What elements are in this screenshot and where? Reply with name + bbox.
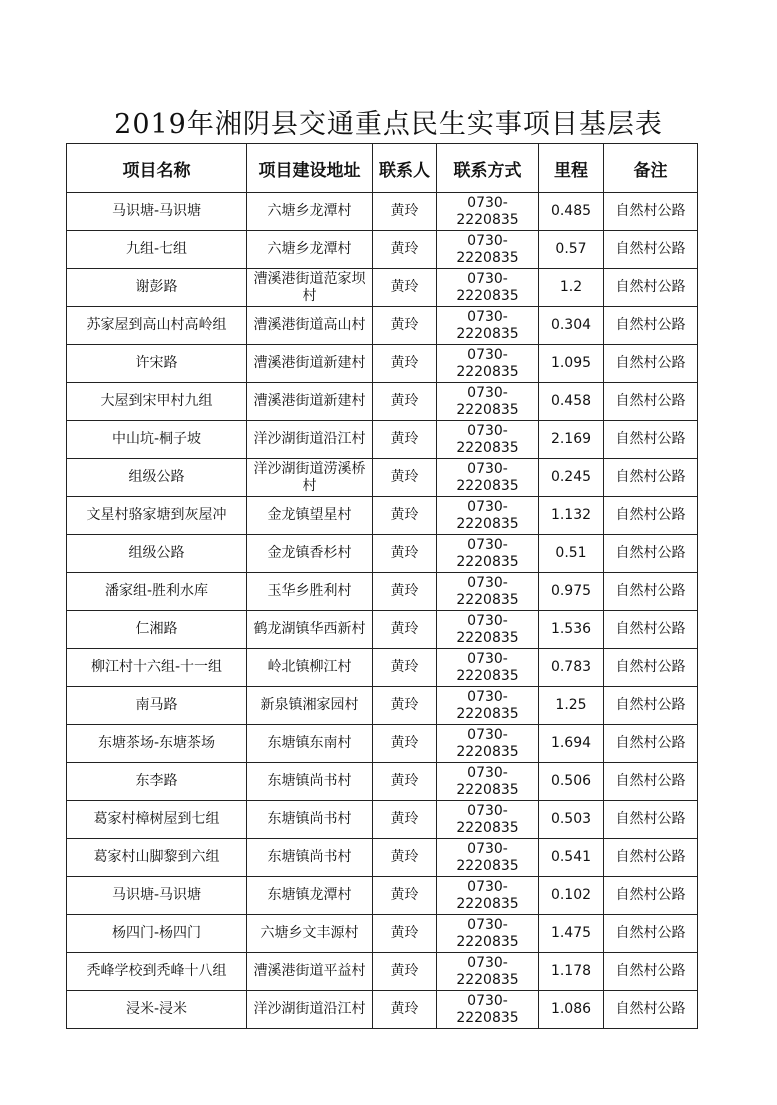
address-cell: 岭北镇柳江村 xyxy=(247,649,373,687)
project-name-cell: 文星村骆家塘到灰屋冲 xyxy=(67,497,247,535)
table-row xyxy=(67,877,698,915)
contact-person-cell: 黄玲 xyxy=(373,535,437,573)
project-name-cell: 组级公路 xyxy=(67,535,247,573)
mileage-cell: 0.783 xyxy=(539,649,604,687)
project-name-cell: 马识塘-马识塘 xyxy=(67,193,247,231)
table-row xyxy=(67,345,698,383)
contact-person-cell: 黄玲 xyxy=(373,459,437,497)
contact-person-cell: 黄玲 xyxy=(373,687,437,725)
phone-cell: 0730-2220835 xyxy=(437,763,539,801)
mileage-cell: 1.095 xyxy=(539,345,604,383)
contact-person-cell: 黄玲 xyxy=(373,345,437,383)
phone-cell: 0730-2220835 xyxy=(437,193,539,231)
header-contact-person: 联系人 xyxy=(373,144,437,193)
mileage-cell: 0.975 xyxy=(539,573,604,611)
remarks-cell: 自然村公路 xyxy=(604,649,698,687)
contact-person-cell: 黄玲 xyxy=(373,611,437,649)
mileage-cell: 1.086 xyxy=(539,991,604,1029)
contact-person-cell: 黄玲 xyxy=(373,763,437,801)
remarks-cell: 自然村公路 xyxy=(604,421,698,459)
table-row xyxy=(67,725,698,763)
mileage-cell: 1.2 xyxy=(539,269,604,307)
table-row xyxy=(67,687,698,725)
phone-cell: 0730-2220835 xyxy=(437,877,539,915)
phone-cell: 0730-2220835 xyxy=(437,573,539,611)
address-cell: 洋沙湖街道涝溪桥村 xyxy=(247,459,373,497)
address-cell: 东塘镇尚书村 xyxy=(247,839,373,877)
table-row xyxy=(67,269,698,307)
remarks-cell: 自然村公路 xyxy=(604,535,698,573)
address-cell: 东塘镇尚书村 xyxy=(247,763,373,801)
mileage-cell: 0.102 xyxy=(539,877,604,915)
table-row xyxy=(67,801,698,839)
contact-person-cell: 黄玲 xyxy=(373,915,437,953)
table-row xyxy=(67,611,698,649)
header-project-name: 项目名称 xyxy=(67,144,247,193)
project-name-cell: 浸米-浸米 xyxy=(67,991,247,1029)
address-cell: 金龙镇香杉村 xyxy=(247,535,373,573)
header-address: 项目建设地址 xyxy=(247,144,373,193)
phone-cell: 0730-2220835 xyxy=(437,801,539,839)
project-name-cell: 潘家组-胜利水库 xyxy=(67,573,247,611)
mileage-cell: 0.245 xyxy=(539,459,604,497)
project-name-cell: 杨四门-杨四门 xyxy=(67,915,247,953)
table-row xyxy=(67,231,698,269)
project-name-cell: 许宋路 xyxy=(67,345,247,383)
address-cell: 六塘乡文丰源村 xyxy=(247,915,373,953)
project-name-cell: 仁湘路 xyxy=(67,611,247,649)
remarks-cell: 自然村公路 xyxy=(604,611,698,649)
mileage-cell: 0.57 xyxy=(539,231,604,269)
address-cell: 玉华乡胜利村 xyxy=(247,573,373,611)
address-cell: 漕溪港街道新建村 xyxy=(247,345,373,383)
phone-cell: 0730-2220835 xyxy=(437,725,539,763)
contact-person-cell: 黄玲 xyxy=(373,497,437,535)
remarks-cell: 自然村公路 xyxy=(604,991,698,1029)
phone-cell: 0730-2220835 xyxy=(437,421,539,459)
contact-person-cell: 黄玲 xyxy=(373,839,437,877)
phone-cell: 0730-2220835 xyxy=(437,535,539,573)
address-cell: 漕溪港街道新建村 xyxy=(247,383,373,421)
remarks-cell: 自然村公路 xyxy=(604,877,698,915)
mileage-cell: 1.536 xyxy=(539,611,604,649)
phone-cell: 0730-2220835 xyxy=(437,649,539,687)
project-name-cell: 组级公路 xyxy=(67,459,247,497)
mileage-cell: 0.503 xyxy=(539,801,604,839)
project-name-cell: 葛家村樟树屋到七组 xyxy=(67,801,247,839)
header-remarks: 备注 xyxy=(604,144,698,193)
address-cell: 东塘镇龙潭村 xyxy=(247,877,373,915)
mileage-cell: 1.694 xyxy=(539,725,604,763)
table-row xyxy=(67,573,698,611)
contact-person-cell: 黄玲 xyxy=(373,991,437,1029)
remarks-cell: 自然村公路 xyxy=(604,687,698,725)
remarks-cell: 自然村公路 xyxy=(604,953,698,991)
address-cell: 六塘乡龙潭村 xyxy=(247,193,373,231)
table-row xyxy=(67,307,698,345)
header-row xyxy=(67,144,698,193)
mileage-cell: 2.169 xyxy=(539,421,604,459)
contact-person-cell: 黄玲 xyxy=(373,231,437,269)
phone-cell: 0730-2220835 xyxy=(437,383,539,421)
address-cell: 金龙镇望星村 xyxy=(247,497,373,535)
table-row xyxy=(67,763,698,801)
mileage-cell: 0.506 xyxy=(539,763,604,801)
remarks-cell: 自然村公路 xyxy=(604,459,698,497)
address-cell: 洋沙湖街道沿江村 xyxy=(247,991,373,1029)
project-table xyxy=(66,143,698,1029)
contact-person-cell: 黄玲 xyxy=(373,877,437,915)
phone-cell: 0730-2220835 xyxy=(437,687,539,725)
project-name-cell: 柳江村十六组-十一组 xyxy=(67,649,247,687)
header-mileage: 里程 xyxy=(539,144,604,193)
contact-person-cell: 黄玲 xyxy=(373,953,437,991)
address-cell: 洋沙湖街道沿江村 xyxy=(247,421,373,459)
mileage-cell: 1.475 xyxy=(539,915,604,953)
table-row xyxy=(67,649,698,687)
contact-person-cell: 黄玲 xyxy=(373,383,437,421)
contact-person-cell: 黄玲 xyxy=(373,573,437,611)
remarks-cell: 自然村公路 xyxy=(604,839,698,877)
contact-person-cell: 黄玲 xyxy=(373,421,437,459)
remarks-cell: 自然村公路 xyxy=(604,307,698,345)
document-title: 2019年湘阴县交通重点民生实事项目基层表 xyxy=(114,109,663,140)
remarks-cell: 自然村公路 xyxy=(604,915,698,953)
remarks-cell: 自然村公路 xyxy=(604,345,698,383)
address-cell: 新泉镇湘家园村 xyxy=(247,687,373,725)
remarks-cell: 自然村公路 xyxy=(604,763,698,801)
remarks-cell: 自然村公路 xyxy=(604,725,698,763)
address-cell: 漕溪港街道高山村 xyxy=(247,307,373,345)
project-name-cell: 东塘茶场-东塘茶场 xyxy=(67,725,247,763)
contact-person-cell: 黄玲 xyxy=(373,269,437,307)
address-cell: 东塘镇尚书村 xyxy=(247,801,373,839)
phone-cell: 0730-2220835 xyxy=(437,459,539,497)
table-row xyxy=(67,535,698,573)
address-cell: 漕溪港街道平益村 xyxy=(247,953,373,991)
project-name-cell: 马识塘-马识塘 xyxy=(67,877,247,915)
project-name-cell: 秃峰学校到秃峰十八组 xyxy=(67,953,247,991)
mileage-cell: 1.132 xyxy=(539,497,604,535)
phone-cell: 0730-2220835 xyxy=(437,839,539,877)
address-cell: 六塘乡龙潭村 xyxy=(247,231,373,269)
address-cell: 漕溪港街道范家坝村 xyxy=(247,269,373,307)
phone-cell: 0730-2220835 xyxy=(437,231,539,269)
header-contact-phone: 联系方式 xyxy=(437,144,539,193)
contact-person-cell: 黄玲 xyxy=(373,725,437,763)
phone-cell: 0730-2220835 xyxy=(437,269,539,307)
project-name-cell: 苏家屋到高山村高岭组 xyxy=(67,307,247,345)
contact-person-cell: 黄玲 xyxy=(373,193,437,231)
phone-cell: 0730-2220835 xyxy=(437,345,539,383)
remarks-cell: 自然村公路 xyxy=(604,269,698,307)
remarks-cell: 自然村公路 xyxy=(604,573,698,611)
phone-cell: 0730-2220835 xyxy=(437,991,539,1029)
remarks-cell: 自然村公路 xyxy=(604,801,698,839)
table-row xyxy=(67,839,698,877)
mileage-cell: 0.541 xyxy=(539,839,604,877)
table-row xyxy=(67,421,698,459)
remarks-cell: 自然村公路 xyxy=(604,383,698,421)
table-row xyxy=(67,953,698,991)
phone-cell: 0730-2220835 xyxy=(437,611,539,649)
project-name-cell: 东李路 xyxy=(67,763,247,801)
address-cell: 东塘镇东南村 xyxy=(247,725,373,763)
phone-cell: 0730-2220835 xyxy=(437,915,539,953)
mileage-cell: 0.304 xyxy=(539,307,604,345)
contact-person-cell: 黄玲 xyxy=(373,307,437,345)
project-name-cell: 九组-七组 xyxy=(67,231,247,269)
mileage-cell: 0.485 xyxy=(539,193,604,231)
mileage-cell: 1.25 xyxy=(539,687,604,725)
remarks-cell: 自然村公路 xyxy=(604,193,698,231)
contact-person-cell: 黄玲 xyxy=(373,801,437,839)
mileage-cell: 0.51 xyxy=(539,535,604,573)
address-cell: 鹤龙湖镇华西新村 xyxy=(247,611,373,649)
remarks-cell: 自然村公路 xyxy=(604,497,698,535)
table-row xyxy=(67,383,698,421)
remarks-cell: 自然村公路 xyxy=(604,231,698,269)
table-row xyxy=(67,915,698,953)
table-row xyxy=(67,991,698,1029)
table-row xyxy=(67,497,698,535)
project-name-cell: 中山坑-桐子坡 xyxy=(67,421,247,459)
contact-person-cell: 黄玲 xyxy=(373,649,437,687)
project-name-cell: 大屋到宋甲村九组 xyxy=(67,383,247,421)
phone-cell: 0730-2220835 xyxy=(437,953,539,991)
mileage-cell: 0.458 xyxy=(539,383,604,421)
phone-cell: 0730-2220835 xyxy=(437,497,539,535)
table-row xyxy=(67,459,698,497)
mileage-cell: 1.178 xyxy=(539,953,604,991)
project-name-cell: 南马路 xyxy=(67,687,247,725)
phone-cell: 0730-2220835 xyxy=(437,307,539,345)
project-name-cell: 葛家村山脚黎到六组 xyxy=(67,839,247,877)
project-name-cell: 谢彭路 xyxy=(67,269,247,307)
table-row xyxy=(67,193,698,231)
